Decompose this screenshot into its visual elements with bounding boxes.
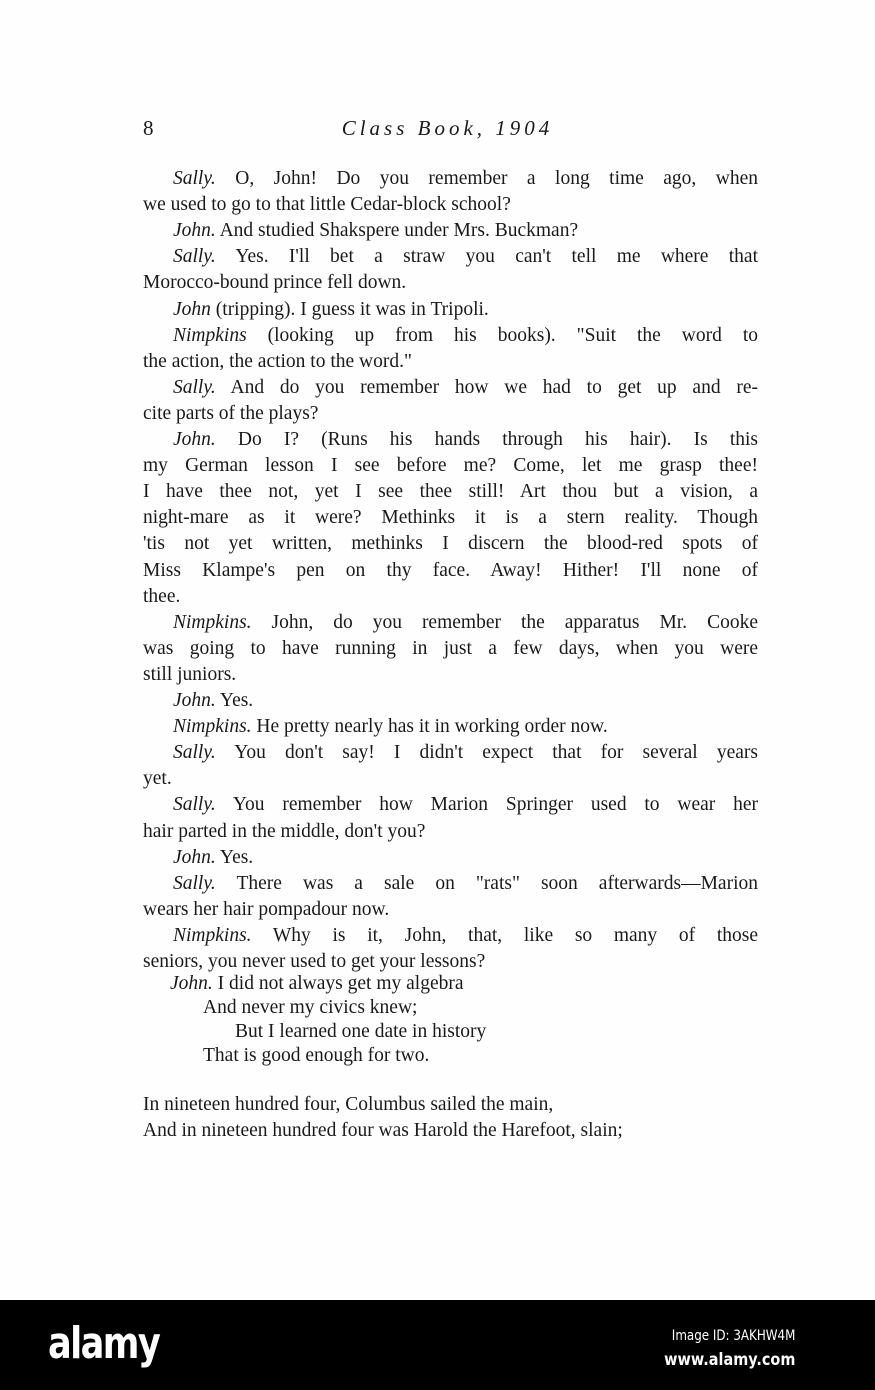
- line-text: You remember how Marion Springer used to wear her: [215, 794, 758, 816]
- speaker-name: John.: [173, 846, 216, 868]
- lines-line: [143, 270, 406, 296]
- lines-line: [173, 427, 758, 453]
- line-text: still juniors.: [143, 663, 237, 685]
- line-text: night-mare as it were? Methinks it is a stern reality. Though: [143, 507, 758, 529]
- line-text: And in nineteen hundred four was Harold the Harefoot, slain;: [143, 1120, 623, 1141]
- line-text: And studied Shakspere under Mrs. Buckman?: [215, 220, 579, 242]
- line-text: John, do you remember the apparatus Mr. Cooke: [251, 611, 758, 633]
- line-text: Why is it, John, that, like so many of those: [251, 924, 758, 946]
- line-text: O, John! Do you remember a long time ago, when: [215, 168, 758, 189]
- closing-line: [143, 1092, 553, 1118]
- line-text: That is good enough for two.: [203, 1045, 430, 1066]
- lines-line: [173, 792, 758, 818]
- lines-line: [143, 349, 412, 375]
- line-text: Yes.: [215, 846, 254, 868]
- closing-line: [143, 1118, 623, 1144]
- speaker-name: Nimpkins.: [173, 611, 252, 633]
- line-text: You don't say! I didn't expect that for several years: [215, 742, 758, 764]
- lines-line: [143, 453, 758, 479]
- line-text: Yes. I'll bet a straw you can't tell me where that: [215, 246, 758, 268]
- lines-line: [173, 688, 253, 714]
- lines-line: [173, 871, 758, 897]
- lines-line: [143, 479, 758, 505]
- lines-line: [173, 323, 758, 349]
- speaker-name: Sally.: [173, 872, 216, 894]
- alamy-logo: alamy: [48, 1318, 160, 1369]
- lines-line: [143, 584, 180, 610]
- line-text: 'tis not yet written, methinks I discern the blood-red spots of: [143, 533, 758, 555]
- lines-line: [143, 819, 425, 845]
- lines-line: [173, 297, 489, 323]
- lines-line: [143, 558, 758, 584]
- lines-line: [173, 166, 758, 192]
- speaker-name: Nimpkins.: [173, 924, 252, 946]
- speaker-name: John.: [173, 429, 216, 450]
- lines-line: [173, 218, 578, 244]
- lines-line: [173, 244, 758, 270]
- line-text: (tripping). I guess it was in Tripoli.: [210, 298, 489, 320]
- line-text: my German lesson I see before me? Come, let me grasp thee!: [143, 455, 758, 477]
- line-text: Yes.: [215, 690, 254, 711]
- speaker-name: John.: [170, 973, 213, 994]
- line-text: But I learned one date in history: [235, 1021, 487, 1042]
- lines-line: [173, 845, 253, 871]
- line-text: And do you remember how we had to get up and re-: [215, 376, 758, 398]
- line-text: Do I? (Runs his hands through his hair). Is this: [215, 429, 758, 450]
- speaker-name: John.: [173, 690, 216, 711]
- line-text: cite parts of the plays?: [143, 402, 319, 424]
- lines-line: [173, 375, 758, 401]
- lines-line: [173, 923, 758, 949]
- verse-line: [170, 971, 464, 997]
- lines-line: [143, 505, 758, 531]
- lines-line: [143, 401, 318, 427]
- lines-line: [143, 531, 758, 557]
- speaker-name: Sally.: [173, 376, 216, 398]
- line-text: I have thee not, yet I see thee still! Art thou but a vision, a: [143, 481, 758, 503]
- verse-line: [203, 995, 417, 1021]
- line-text: I did not always get my algebra: [212, 973, 464, 994]
- watermark-bar: [0, 1300, 875, 1390]
- running-title: Class Book, 1904: [341, 116, 554, 140]
- site-url: www.alamy.com: [663, 1350, 795, 1370]
- line-text: seniors, you never used to get your lessons?: [143, 951, 486, 972]
- line-text: And never my civics knew;: [203, 997, 418, 1018]
- line-text: He pretty nearly has it in working order now.: [251, 716, 608, 738]
- lines-line: [143, 636, 758, 662]
- line-text: Morocco-bound prince fell down.: [143, 272, 407, 294]
- image-id: Image ID: 3AKHW4M: [671, 1328, 795, 1344]
- lines-line: [173, 740, 758, 766]
- line-text: yet.: [143, 768, 172, 790]
- speaker-name: Nimpkins.: [173, 716, 252, 738]
- verse-line: [235, 1019, 486, 1045]
- speaker-name: John: [173, 298, 211, 320]
- line-text: In nineteen hundred four, Columbus sailed the main,: [143, 1094, 554, 1115]
- lines-line: [143, 192, 511, 218]
- speaker-name: Sally.: [173, 246, 216, 268]
- speaker-name: John.: [173, 220, 216, 242]
- lines-line: [143, 766, 172, 792]
- line-text: hair parted in the middle, don't you?: [143, 820, 426, 842]
- verse-line: [203, 1043, 429, 1069]
- line-text: thee.: [143, 585, 181, 607]
- line-text: Miss Klampe's pen on thy face. Away! Hither! I'll none of: [143, 559, 758, 581]
- lines-line: [173, 714, 608, 740]
- line-text: There was a sale on "rats" soon afterwards—Marion: [215, 872, 758, 894]
- lines-line: [173, 610, 758, 636]
- speaker-name: Sally.: [173, 794, 216, 816]
- line-text: was going to have running in just a few days, when you were: [143, 637, 758, 659]
- line-text: wears her hair pompadour now.: [143, 898, 390, 920]
- line-text: we used to go to that little Cedar-block school?: [143, 194, 511, 216]
- speaker-name: Sally.: [173, 742, 216, 764]
- lines-line: [143, 897, 389, 923]
- speaker-name: Nimpkins: [173, 324, 247, 346]
- line-text: (looking up from his books). "Suit the word to: [246, 324, 758, 346]
- speaker-name: Sally.: [173, 168, 216, 189]
- page-number: 8: [143, 116, 154, 140]
- lines-line: [143, 662, 236, 688]
- line-text: the action, the action to the word.": [143, 350, 412, 372]
